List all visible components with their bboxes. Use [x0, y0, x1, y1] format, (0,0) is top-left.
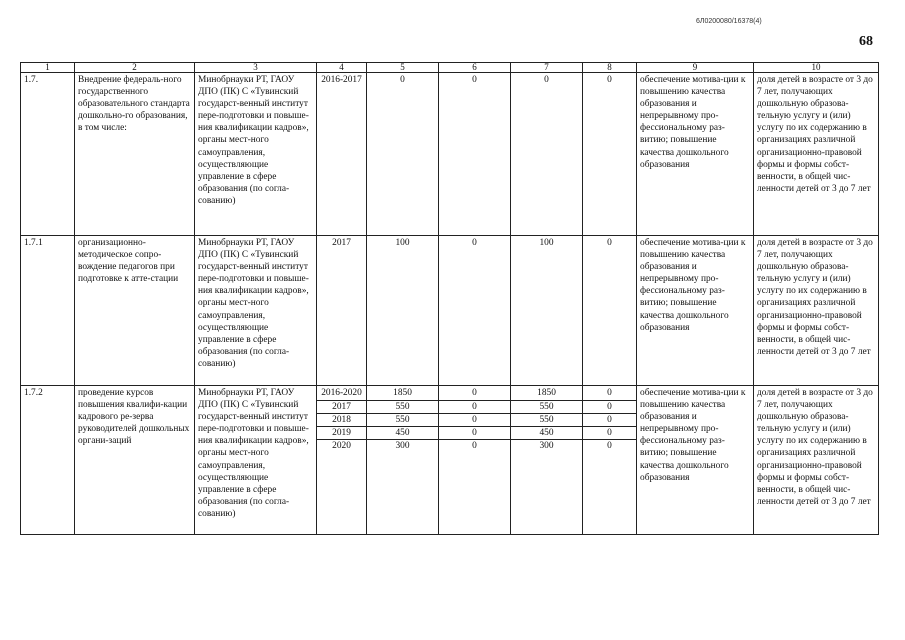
- years: [317, 386, 367, 535]
- indicator: доля детей в возрасте от 3 до 7 лет, получающих дошкольную образова-тельную услугу и (или) услугу по их содержанию в организациях различной организационно-правовой формы и формы собст-венности, в общей чис-ленности детей от 3 до 7 лет: [754, 236, 879, 386]
- indicator: доля детей в возрасте от 3 до 7 лет, получающих дошкольную образова-тельную услугу и (или) услугу по их содержанию в организациях различной организационно-правовой формы и формы собст-венности, в общей чис-ленности детей от 3 до 7 лет: [754, 386, 879, 535]
- item-name: Внедрение федераль-ного государственного образовательного стандарта дошкольно-го образования, в том числе:: [75, 73, 195, 236]
- value-col5: 0: [367, 73, 439, 236]
- year: 2020: [332, 441, 351, 451]
- column-header: 9: [637, 63, 754, 73]
- executor: Минобрнауки РТ, ГАОУ ДПО (ПК) С «Тувинский государст-венный институт пере-подготовки и повыше-ния квалификации кадров», органы мест-ного самоуправления, осуществляющие управление в сфере образования (по согла-сованию): [195, 236, 317, 386]
- value: 550: [367, 401, 438, 414]
- value-col5: [367, 386, 439, 535]
- value-col6: [439, 386, 511, 535]
- page-number: 68: [859, 34, 873, 49]
- value-col8: 0: [583, 73, 637, 236]
- column-header: 7: [511, 63, 583, 73]
- year: 2017: [317, 401, 366, 414]
- value: 0: [439, 414, 510, 427]
- value-col7: [511, 386, 583, 535]
- value: 450: [511, 427, 582, 440]
- program-table: [20, 62, 879, 535]
- value: 0: [472, 441, 477, 451]
- column-header: 3: [195, 63, 317, 73]
- years: [317, 73, 367, 236]
- column-header: 4: [317, 63, 367, 73]
- executor: Минобрнауки РТ, ГАОУ ДПО (ПК) С «Тувинский государст-венный институт пере-подготовки и повыше-ния квалификации кадров», органы мест-ного самоуправления, осуществляющие управление в сфере образования (по согла-сованию): [195, 386, 317, 535]
- expected-result: обеспечение мотива-ции к повышению качества образования и непрерывному про-фессиональному раз-витию; повышение качества дошкольного образования: [637, 73, 754, 236]
- item-number: 1.7.1: [21, 236, 75, 386]
- value: 300: [539, 441, 554, 451]
- value: 0: [439, 401, 510, 414]
- expected-result: обеспечение мотива-ции к повышению качества образования и непрерывному про-фессиональному раз-витию; повышение качества дошкольного образования: [637, 236, 754, 386]
- value-col7: 100: [511, 236, 583, 386]
- document-code: 6Л0200080/16378(4): [696, 18, 762, 25]
- value: 300: [395, 441, 410, 451]
- year: 2016-2020: [317, 387, 366, 401]
- item-number: 1.7.2: [21, 386, 75, 535]
- column-header: 5: [367, 63, 439, 73]
- value: 550: [511, 401, 582, 414]
- value: 1850: [367, 387, 438, 401]
- value-col8: [583, 386, 637, 535]
- column-header: 10: [754, 63, 879, 73]
- item-number: 1.7.: [21, 73, 75, 236]
- year: 2017: [332, 238, 351, 248]
- table-row: [21, 236, 879, 386]
- value-col8: 0: [583, 236, 637, 386]
- value: 0: [583, 414, 636, 427]
- value-col6: 0: [439, 236, 511, 386]
- item-name: организационно-методическое сопро-вождение педагогов при подготовке к атте-стации: [75, 236, 195, 386]
- year: 2018: [317, 414, 366, 427]
- value: 1850: [511, 387, 582, 401]
- indicator: доля детей в возрасте от 3 до 7 лет, получающих дошкольную образова-тельную услугу и (или) услугу по их содержанию в организациях различной организационно-правовой формы и формы собст-венности, в общей чис-ленности детей от 3 до 7 лет: [754, 73, 879, 236]
- column-number-row: [21, 63, 879, 73]
- column-header: 8: [583, 63, 637, 73]
- value: 0: [439, 387, 510, 401]
- value: 450: [367, 427, 438, 440]
- year: 2016-2017: [321, 75, 362, 85]
- executor: Минобрнауки РТ, ГАОУ ДПО (ПК) С «Тувинский государст-венный институт пере-подготовки и повыше-ния квалификации кадров», органы мест-ного самоуправления, осуществляющие управление в сфере образования (по согла-сованию): [195, 73, 317, 236]
- value: 0: [583, 387, 636, 401]
- value-col5: 100: [367, 236, 439, 386]
- column-header: 6: [439, 63, 511, 73]
- value-col6: 0: [439, 73, 511, 236]
- column-header: 2: [75, 63, 195, 73]
- expected-result: обеспечение мотива-ции к повышению качества образования и непрерывному про-фессиональному раз-витию; повышение качества дошкольного образования: [637, 386, 754, 535]
- item-name: проведение курсов повышения квалифи-кации кадрового ре-зерва руководителей дошкольных органи-заций: [75, 386, 195, 535]
- table-row: [21, 386, 879, 535]
- value: 550: [367, 414, 438, 427]
- value: 550: [511, 414, 582, 427]
- year: 2019: [317, 427, 366, 440]
- value: 0: [583, 427, 636, 440]
- value: 0: [583, 401, 636, 414]
- column-header: 1: [21, 63, 75, 73]
- years: [317, 236, 367, 386]
- value-col7: 0: [511, 73, 583, 236]
- table-row: [21, 73, 879, 236]
- value: 0: [439, 427, 510, 440]
- value: 0: [607, 441, 612, 451]
